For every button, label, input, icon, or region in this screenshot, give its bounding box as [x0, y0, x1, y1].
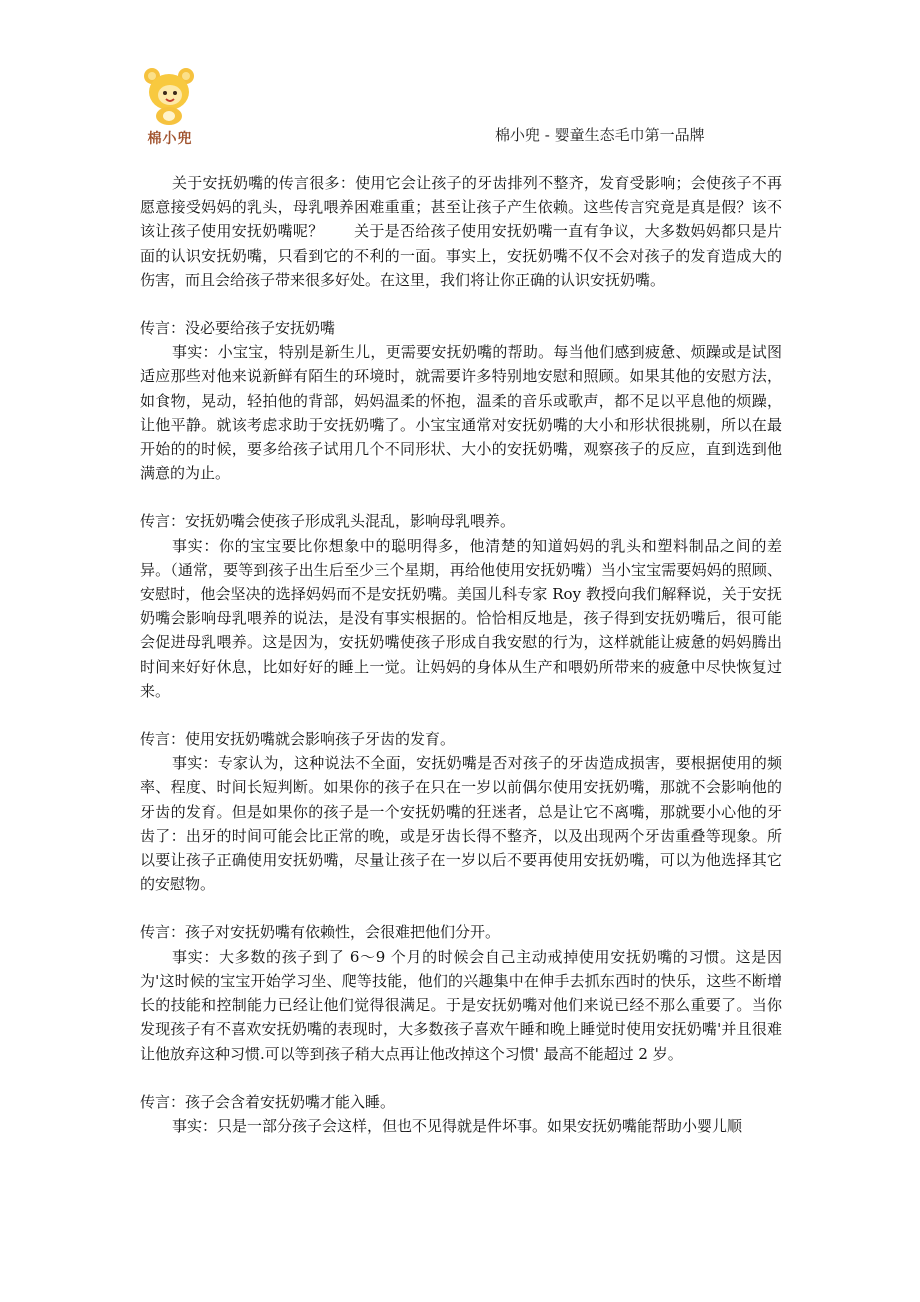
myth-heading: 传言：安抚奶嘴会使孩子形成乳头混乱，影响母乳喂养。	[140, 512, 516, 531]
myth-section	[140, 920, 782, 1065]
brand-logo	[140, 64, 200, 156]
fact-paragraph: 事实：专家认为，这种说法不全面，安抚奶嘴是否对孩子的牙齿造成损害，要根据使用的频率、程度、时间长短判断。如果你的孩子在只在一岁以前偶尔使用安抚奶嘴，那就不会影响他的牙齿的发育。但是如果你的孩子是一个安抚奶嘴的狂迷者，总是让它不离嘴，那就要小心他的牙齿了：出牙的时间可能会比正常的晚，或是牙齿长得不整齐，以及出现两个牙齿重叠等现象。所以要让孩子正确使用安抚奶嘴，尽量让孩子在一岁以后不要再使用安抚奶嘴，可以为他选择其它的安慰物。	[140, 754, 782, 894]
myth-section	[140, 727, 782, 896]
fact-paragraph: 事实：你的宝宝要比你想象中的聪明得多，他清楚的知道妈妈的乳头和塑料制品之间的差异。（通常，要等到孩子出生后至少三个星期，再给他使用安抚奶嘴）当小宝宝需要妈妈的照顾、安慰时，他会坚决的选择妈妈而不是安抚奶嘴。美国儿科专家 Roy 教授向我们解释说，关于安抚奶嘴会影响母乳喂养的说法，是没有事实根据的。恰恰相反地是，孩子得到安抚奶嘴后，很可能会促进母乳喂养。这是因为，安抚奶嘴使孩子形成自我安慰的行为，这样就能让疲惫的妈妈腾出时间来好好休息，比如好好的睡上一觉。让妈妈的身体从生产和喂奶所带来的疲惫中尽快恢复过来。	[140, 536, 782, 700]
header-tagline: 棉小兜 - 婴童生态毛巾第一品牌	[495, 126, 705, 144]
myth-section	[140, 316, 782, 485]
fact-paragraph: 事实：小宝宝，特别是新生儿，更需要安抚奶嘴的帮助。每当他们感到疲惫、烦躁或是试图适应那些对他来说新鲜有陌生的环境时，就需要许多特别地安慰和照顾。如果其他的安慰方法，如食物，晃动，轻拍他的背部，妈妈温柔的怀抱，温柔的音乐或歌声，都不足以平息他的烦躁，让他平静。就该考虑求助于安抚奶嘴了。小宝宝通常对安抚奶嘴的大小和形状很挑剔，所以在最开始的的时候，要多给孩子试用几个不同形状、大小的安抚奶嘴，观察孩子的反应，直到选到他满意的为止。	[140, 343, 782, 483]
bear-mascot-icon	[140, 64, 200, 126]
fact-paragraph: 事实：只是一部分孩子会这样，但也不见得就是件坏事。如果安抚奶嘴能帮助小婴儿顺	[172, 1116, 743, 1135]
logo-wordmark: 棉小兜	[147, 131, 193, 147]
myth-heading: 传言：孩子会含着安抚奶嘴才能入睡。	[140, 1092, 396, 1111]
fact-paragraph: 事实：大多数的孩子到了 6～9 个月的时候会自己主动戒掉使用安抚奶嘴的习惯。这是因为'这时候的宝宝开始学习坐、爬等技能，他们的兴趣集中在伸手去抓东西时的快乐，这些不断增长的技能和控制能力已经让他们觉得很满足。于是安抚奶嘴对他们来说已经不那么重要了。当你发现孩子有不喜欢安抚奶嘴的表现时，大多数孩子喜欢午睡和晚上睡觉时使用安抚奶嘴'并且很难让他放弃这种习惯.可以等到孩子稍大点再让他改掉这个习惯' 最高不能超过 2 岁。	[140, 947, 782, 1063]
myth-heading: 传言：孩子对安抚奶嘴有依赖性，会很难把他们分开。	[140, 923, 501, 942]
myth-heading: 传言：使用安抚奶嘴就会影响孩子牙齿的发育。	[140, 730, 456, 749]
myth-heading: 传言：没必要给孩子安抚奶嘴	[140, 319, 336, 338]
intro-paragraph: 关于安抚奶嘴的传言很多：使用它会让孩子的牙齿排列不整齐，发育受影响；会使孩子不再愿意接受妈妈的乳头，母乳喂养困难重重；甚至让孩子产生依赖。这些传言究竟是真是假？该不该让孩子使用安抚奶嘴呢？ 关于是否给孩子使用安抚奶嘴一直有争议，大多数妈妈都只是片面的认识安抚奶嘴，只看到它的不利的一面。事实上，安抚奶嘴不仅不会对孩子的发育造成大的伤害，而且会给孩子带来很多好处。在这里，我们将让你正确的认识安抚奶嘴。	[140, 174, 782, 289]
article-body	[140, 171, 782, 1138]
myth-section	[140, 1090, 782, 1138]
myth-section	[140, 509, 782, 703]
